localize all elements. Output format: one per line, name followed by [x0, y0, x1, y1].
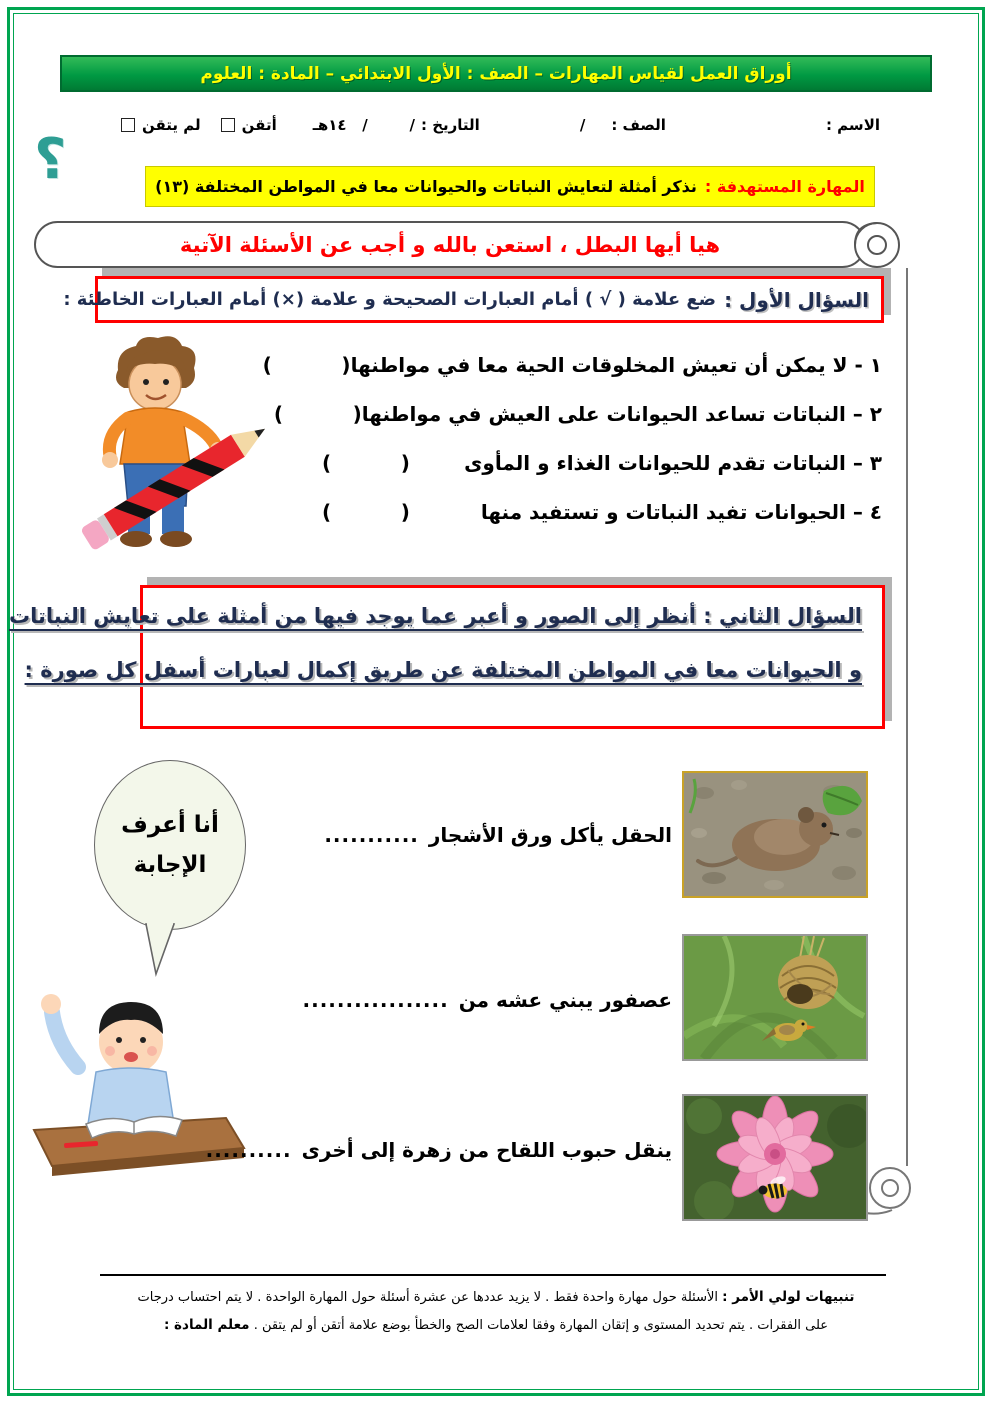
- info-row: [60, 110, 932, 140]
- caption-blank[interactable]: ...........: [324, 823, 419, 847]
- not-mastered-option: [121, 116, 201, 134]
- caption-blank[interactable]: .................: [302, 988, 449, 1012]
- statement-text: ١ - لا يمكن أن تعيش المخلوقات الحية معا في مواطنها: [350, 352, 882, 377]
- header-bar: [60, 55, 932, 92]
- not-mastered-label: لم يتقن: [142, 116, 201, 134]
- not-mastered-checkbox[interactable]: [121, 118, 135, 132]
- question1-label: السؤال الأول :: [724, 287, 869, 312]
- exercise2-caption: [303, 988, 672, 1012]
- bird-nest-photo: [682, 934, 868, 1061]
- question2-title-line1: السؤال الثاني : أنظر إلى الصور و أعبر عما يوجد فيها من أمثلة على تعايش النباتات: [9, 604, 862, 628]
- footer-line2: على الفقرات . يتم تحديد المستوى و إتقان المهارة وفقا لعلامات الصح والخطأ بوضع علامة أتقن أو لم يتقن . معلم المادة :: [163, 1317, 829, 1334]
- bubble-text-line2: الإجابة: [133, 852, 207, 878]
- class-separator: /: [579, 116, 586, 134]
- caption-text: عصفور يبني عشه من: [458, 988, 672, 1012]
- class-label: الصف :: [611, 116, 666, 134]
- teacher-label: معلم المادة :: [163, 1317, 250, 1334]
- skill-text: نذكر أمثلة لتعايش النباتات والحيوانات معا في المواطن المختلفة (١٣): [155, 177, 697, 196]
- scroll-curl-top-icon: [844, 217, 910, 273]
- statement-text: ٢ – النباتات تساعد الحيوانات على العيش في مواطنها: [361, 401, 882, 426]
- question1-instruction: ضع علامة ( √ ) أمام العبارات الصحيحة و علامة (×) أمام العبارات الخاطئة :: [63, 289, 717, 310]
- answer-blank[interactable]: ( ): [273, 401, 362, 426]
- parent-notice-label: تنبيهات لولي الأمر :: [722, 1289, 855, 1305]
- date-field: [313, 116, 480, 134]
- skill-label: المهارة المستهدفة :: [704, 177, 865, 196]
- statement-text: ٤ – الحيوانات تفيد النباتات و تستفيد منها: [480, 499, 882, 524]
- scroll-banner: [34, 221, 866, 268]
- mastered-label: أتقن: [241, 116, 277, 134]
- question-mark-icon: ؟: [34, 127, 67, 192]
- question1-list: [262, 340, 882, 536]
- footer-line1: تنبيهات لولي الأمر : الأسئلة حول مهارة واحدة فقط . لا يزيد عددها عن عشرة أسئلة حول المهارة الواحدة . لا يتم احتساب درجات: [137, 1289, 855, 1305]
- answer-blank[interactable]: ( ): [322, 450, 410, 475]
- boy-with-pencil-cartoon: [58, 332, 298, 580]
- question2-title-line2: و الحيوانات معا في المواطن المختلفة عن طريق إكمال لعبارات أسفل كل صورة :: [24, 658, 862, 682]
- caption-text: ينقل حبوب اللقاح من زهرة إلى أخرى: [301, 1138, 672, 1162]
- footer-note: [85, 1283, 907, 1340]
- speech-bubble: [94, 760, 246, 930]
- statement-row: [262, 340, 882, 389]
- question1-box: [63, 276, 884, 323]
- caption-text: الحقل يأكل ورق الأشجار: [428, 823, 672, 847]
- statement-row: [273, 389, 882, 438]
- question2-box: [9, 585, 885, 729]
- class-field: [580, 116, 666, 134]
- scroll-edge-line: [906, 268, 908, 1166]
- exercise1-caption: [324, 823, 672, 847]
- banner-text: هيا أيها البطل ، استعن بالله و أجب عن الأسئلة الآتية: [179, 232, 721, 257]
- footer-divider: [100, 1274, 886, 1276]
- statement-row: [322, 487, 882, 536]
- mastered-checkbox[interactable]: [221, 118, 235, 132]
- exercise3-caption: [206, 1138, 672, 1162]
- field-mouse-photo: [682, 771, 868, 898]
- statement-row: [322, 438, 882, 487]
- name-label: الاسم :: [825, 116, 880, 134]
- date-value: / / ١٤هـ: [312, 116, 415, 134]
- date-label: التاريخ :: [421, 116, 480, 134]
- skill-banner: [145, 166, 875, 207]
- mastered-option: [221, 116, 277, 134]
- caption-blank[interactable]: ..........: [205, 1138, 292, 1162]
- answer-blank[interactable]: ( ): [322, 499, 410, 524]
- bubble-text-line1: أنا أعرف: [121, 812, 219, 838]
- speech-bubble-tail: [142, 922, 178, 978]
- statement-text: ٣ – النباتات تقدم للحيوانات الغذاء و المأوى: [464, 450, 882, 475]
- worksheet-title: أوراق العمل لقياس المهارات – الصف : الأول الابتدائي – المادة : العلوم: [200, 63, 792, 84]
- bee-on-flower-photo: [682, 1094, 868, 1221]
- answer-blank[interactable]: ( ): [262, 352, 351, 377]
